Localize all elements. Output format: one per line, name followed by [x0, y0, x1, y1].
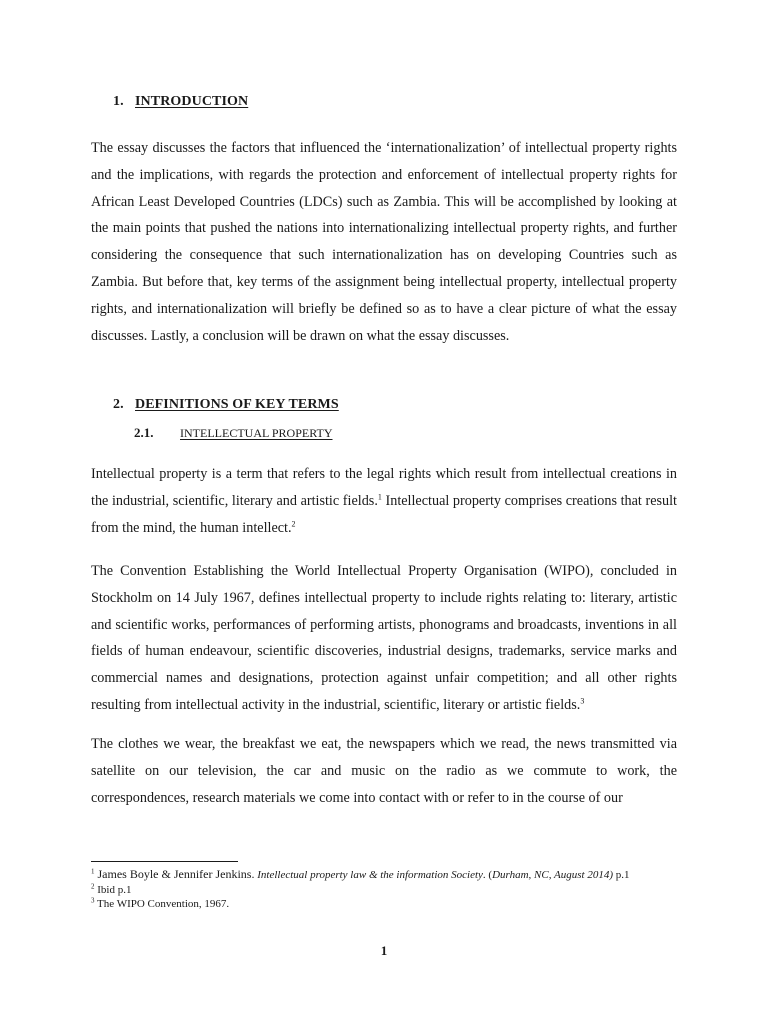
footnotes: [91, 867, 677, 912]
section-title: DEFINITIONS OF KEY TERMS: [135, 397, 339, 412]
footnote-ref-1[interactable]: 1: [377, 492, 382, 502]
footnote-ref-3[interactable]: 3: [580, 696, 585, 706]
section-number: 2.: [113, 397, 124, 412]
subsection-heading-intellectual-property: [134, 425, 333, 441]
footnote-ref-2[interactable]: 2: [291, 518, 296, 528]
paragraph-everyday-examples: The clothes we wear, the breakfast we eat, the newspapers which we read, the news transmitted via satellite on our television, the car and music on the radio as we commute to work, the correspondences, research materials we come into contact with or refer to in the course of our: [91, 736, 677, 806]
footnote-3: $^3$ The WIPO Convention, 1967.: [91, 896, 230, 910]
section-heading-definitions: [113, 397, 339, 413]
footnote-1: $^1$ James Boyle & Jennifer Jenkins. Intellectual property law & the information Society. (Durham, NC, August 2014) p.1: [91, 867, 630, 881]
paragraph-ip-definition: Intellectual property is a term that refers to the legal rights which result from intellectual creations in the industrial, scientific, literary and artistic fields.$^1$ Intellectual property comprises creations that result from the mind, the human intellect.$^2$: [91, 466, 678, 536]
footnote-separator: [91, 861, 238, 862]
paragraph-introduction: The essay discusses the factors that influenced the ‘internationalization’ of intellectual property rights and the implications, with regards the protection and enforcement of intellectual property rights for African Least Developed Countries (LDCs) such as Zambia. This will be accomplished by looking at the main points that pushed the nations into internationalizing intellectual property rights, and further considering the consequence that such internationalization has on developing Countries such as Zambia. But before that, key terms of the assignment being intellectual property, intellectual property rights, and internationalization will briefly be defined so as to have a clear picture of what the essay discusses. Lastly, a conclusion will be drawn on what the essay discusses.: [91, 140, 677, 344]
page-number: 1: [380, 943, 388, 958]
paragraph-wipo-convention: The Convention Establishing the World Intellectual Property Organisation (WIPO), concluded in Stockholm on 14 July 1967, defines intellectual property to include rights relating to: literary, artistic and scientific works, performances of performing artists, phonograms and broadcasts, inventions in all fields of human endeavour, scientific discoveries, industrial designs, trademarks, service marks and commercial names and designations, protection against unfair competition; and all other rights resulting from intellectual activity in the industrial, scientific, literary or artistic fields.$^3$: [91, 563, 677, 713]
subsection-number: 2.1.: [134, 425, 154, 440]
footnote-2: $^2$ Ibid p.1: [91, 881, 132, 896]
section-heading-introduction: [113, 94, 248, 110]
subsection-title: INTELLECTUAL PROPERTY: [180, 426, 333, 440]
section-number: 1.: [113, 94, 124, 109]
section-title: INTRODUCTION: [135, 94, 249, 109]
